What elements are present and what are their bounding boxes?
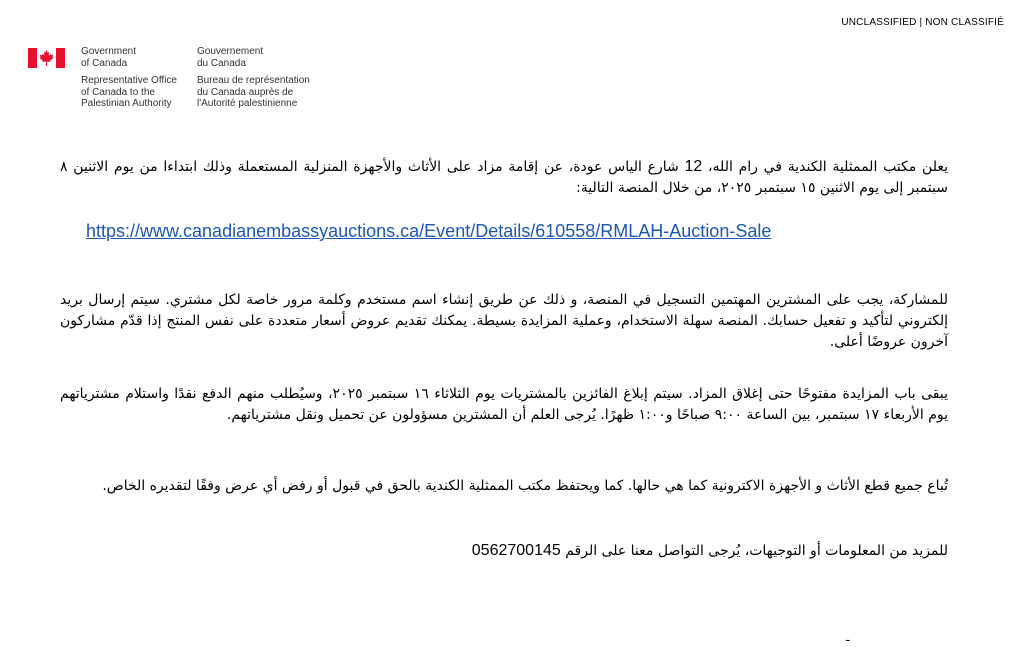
office-fr-line2: du Canada auprès de [197,86,294,98]
office-en-line1: Representative Office [81,75,177,86]
office-fr-line3: l'Autorité palestinienne [197,98,298,109]
phone-number: 0562700145 [471,542,561,559]
paragraph-contact [60,540,948,562]
canada-flag-icon [28,48,65,68]
paragraph-closing: يبقى باب المزايدة مفتوحًا حتى إغلاق المزاد. سيتم إبلاغ الفائزين بالمشتريات يوم الثلاثاء ١٦ سبتمبر ٢٠٢٥، وسيُطلب منهم الدفع نقدًا واستلام مشترياتهم يوم الأربعاء ١٧ سبتمبر، بين الساعة ٩:٠٠ صباحًا و١:٠٠ ظهرًا. يُرجى العلم أن المشترين مسؤولون عن تحميل ونقل مشترياتهم. [60,386,948,423]
gov-fr-line1: Gouvernement [197,46,264,57]
auction-link[interactable]: https://www.canadianembassyauctions.ca/Event/Details/610558/RMLAH-Auction-Sale [86,221,772,241]
gov-en-line1: Government [81,46,137,57]
intro-text-a: يعلن مكتب الممثلية الكندية في رام الله، [702,159,948,175]
gov-en-line2: of Canada [81,57,128,69]
contact-text: للمزيد من المعلومات أو التوجيهات، يُرجى التواصل معنا على الرقم [560,543,948,559]
signature-english [81,46,197,110]
intro-text-b: شارع الياس عودة، عن إقامة مزاد على الأثاث والأجهزة المنزلية المستعملة وذلك ابتداءا من يوم الاثنين ٨ سبتمبر إلى يوم الاثنين ١٥ سبتمبر ٢٠٢٥، من خلال المنصة التالية: [60,159,948,196]
office-fr-line1: Bureau de représentation [197,75,310,86]
gov-fr-line2: du Canada [197,57,246,69]
office-en-line2: of Canada to the [81,86,155,98]
government-signature [28,46,337,110]
paragraph-conditions: تُباع جميع قطع الأثاث و الأجهزة الاكترونية كما هي حالها. كما ويحتفظ مكتب الممثلية الكندية بالحق في قبول أو رفض أي عرض وفقًا لتقديره الخاص. [102,478,948,494]
signature-french [197,46,337,110]
classification-label: UNCLASSIFIED | NON CLASSIFIÉ [841,17,1004,28]
page-footer-mark: ـ [846,630,850,644]
street-number: 12 [684,158,703,175]
paragraph-intro [60,156,948,199]
office-en-line3: Palestinian Authority [81,98,172,109]
paragraph-registration: للمشاركة، يجب على المشترين المهتمين التسجيل في المنصة، و ذلك عن طريق إنشاء اسم مستخدم وكلمة مرور خاصة لكل مشتري. سيتم إرسال بريد إلكتروني لتأكيد و تفعيل حسابك. المنصة سهلة الاستخدام، وعملية المزايدة بسيطة. يمكنك تقديم عروض أسعار متعددة على نفس المنتج إذا قدّم مشاركون آخرون عروضًا أعلى. [60,292,948,350]
